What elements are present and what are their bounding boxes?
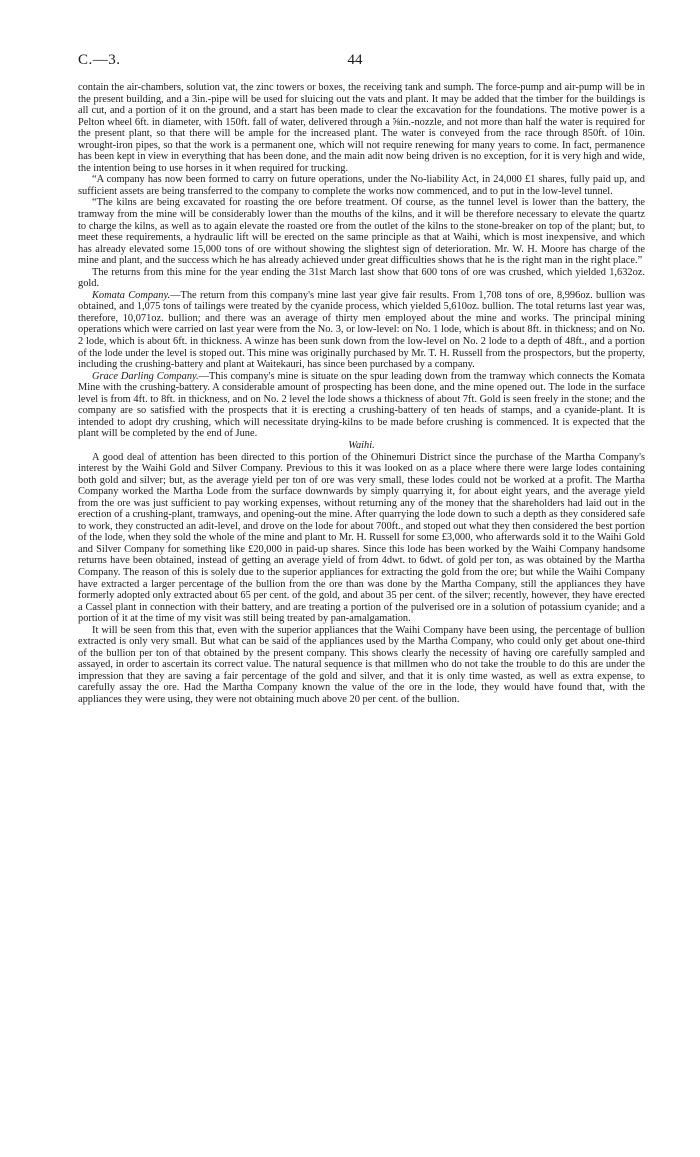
paragraph-text: “The kilns are being excavated for roasting the ore before treatment. Of course, as the tunnel level is lower than the battery, the tramway from the mine will be considerably lower than the mouths of the kilns, and it will be therefore necessary to elevate the quartz to charge the kilns, as well as to again elevate the roasted ore from the outlet of the kilns to the stone-breaker on top of the plant; but, to meet these requirements, a hydraulic lift will be erected on the same principle as that at Waihi, which is most inexpensive, and which has already elevated some 15,000 tons of ore without showing the slightest sign of deterioration. Mr. W. H. Moore has charge of the mine and plant, and the success which he has already achieved under great difficulties shows that he is the right man in the right place.” bbox=[78, 197, 645, 267]
page-header bbox=[78, 52, 632, 72]
paragraph-text: The returns from this mine for the year ending the 31st March last show that 600 tons of ore was crushed, which yielded 1,632oz. gold. bbox=[78, 266, 645, 290]
document-body bbox=[78, 82, 645, 706]
paragraph-lead: Grace Darling Company. bbox=[92, 370, 199, 382]
paragraph-text: It will be seen from this that, even with the superior appliances that the Waihi Company have been using, the percentage of bullion extracted is only very small. But what can be said of the appliances used by the Martha Company, who could only get about one-third of the bullion per ton of that obtained by the present company. This shows clearly the necessity of having ore carefully sampled and assayed, in order to ascertain its correct value. The natural sequence is that millmen who do not take the trouble to do this are under the impression that they are saving a fair percentage of the gold and silver, and that it is only time wasted, as well as extra expense, to carefully assay the ore. Had the Martha Company known the value of the ore in the lode, they would have found that, with the appliances they were using, they were not obtaining much above 20 per cent. of the bullion. bbox=[78, 624, 645, 705]
paragraph-text: —This company's mine is situate on the spur leading down from the tramway which connects the Komata Mine with the crushing-battery. A considerable amount of prospecting has been done, and the mine opened out. The lode in the surface level is from 4ft. to 8ft. in thickness, and on No. 2 level the lode shows a thickness of about 7ft. Gold is seen freely in the stone; and the company are so satisfied with the prospects that it is erecting a crushing-battery of ten heads of stamps, and a cyanide-plant. It is intended to adopt dry crushing, which will necessitate drying-kilns to be made before crushing is commenced. It is expected that the plant will be completed by the end of June. bbox=[78, 370, 645, 440]
paragraph bbox=[78, 197, 645, 266]
paragraph bbox=[78, 267, 645, 290]
page-number: 44 bbox=[347, 52, 363, 68]
document-reference: C.—3. bbox=[78, 52, 121, 68]
paragraph bbox=[78, 82, 645, 174]
paragraph bbox=[78, 452, 645, 625]
paragraph bbox=[78, 174, 645, 197]
paragraph-text: “A company has now been formed to carry on future operations, under the No-liability Act, in 24,000 £1 shares, fully paid up, and sufficient assets are being transferred to the company to complete the works now commenced, and to put in the low-level tunnel. bbox=[78, 174, 645, 197]
section-heading: Waihi. bbox=[348, 439, 375, 451]
paragraph bbox=[78, 371, 645, 440]
paragraph-text: contain the air-chambers, solution vat, the zinc towers or boxes, the receiving tank and sumph. The force-pump and air-pump will be in the present building, and a 3in.-pipe will be used for sluicing out the vats and plant. It may be added that the timber for the buildings is all cut, and a portion of it on the ground, and a start has been made to clear the excavation for the foundations. The motive power is a Pelton wheel 6ft. in diameter, with 150ft. fall of water, delivered through a ⅝in.-nozzle, and not more than half the water is required for the present plant, so that there will be ample for the increased plant. The water is conveyed from the race through 850ft. of 10in. wrought-iron pipes, so that the work is a permanent one, which will not require renewing for many years to come. In fact, permanence has been kept in view in everything that has been done, and the main adit now being driven is no exception, for it is very high and wide, the intention being to use horses in it when required for trucking. bbox=[78, 82, 645, 174]
paragraph-text: A good deal of attention has been directed to this portion of the Ohinemuri District since the purchase of the Martha Company's interest by the Waihi Gold and Silver Company. Previous to this it was looked on as a place where there were large lodes containing both gold and silver; but, as the average yield per ton of ore was very small, these lodes could not be worked at a profit. The Martha Company worked the Martha Lode from the surface downwards by simply quarrying it, for about eight years, and the average yield from the ore was just sufficient to pay working expenses, without returning any of the money that the shareholders had laid out in the erection of a crushing-plant, tramways, and opening-out the mine. After quarrying the lode down to such a depth as they considered safe to work, they constructed an adit-level, and drove on the lode for about 700ft., and stoped out what they then considered the best portion of the lode, when they sold the whole of the mine and plant to Mr. H. Russell for some £3,000, who afterwards sold it to the Waihi Gold and Silver Company for something like £20,000 in paid-up shares. Since this lode has been worked by the Waihi Company handsome returns have been obtained, instead of getting an average yield of from 4dwt. to 6dwt. of gold per ton, as was obtained by the Martha Company. The reason of this is solely due to the superior appliances for extracting the gold from the ore; but while the Waihi Company have extracted a larger percentage of the bullion from the ore than was done by the Martha Company, still the appliances they have formerly adopted only extracted about 65 per cent. of the gold, and about 35 per cent. of the silver; recently, however, they have erected a Cassel plant in connection with their battery, and are treating a portion of the pulverised ore in a solution of potassium cyanide; and a portion of it at the time of my visit was still being treated by pan-amalgamation. bbox=[78, 451, 646, 625]
paragraph bbox=[78, 625, 645, 706]
paragraph-lead: Komata Company. bbox=[92, 289, 171, 301]
paragraph bbox=[78, 290, 645, 371]
paragraph-text: —The return from this company's mine last year give fair results. From 1,708 tons of ore, 8,996oz. bullion was obtained, and 1,075 tons of tailings were treated by the cyanide process, which yielded 5,610oz. bullion. The total returns last year was, therefore, 10,071oz. bullion; and there was an average of thirty men employed about the mine and works. The principal mining operations which were carried on last year were from the No. 3, or low-level: on No. 1 lode, which is about 8ft. in thickness; and on No. 2 lode, which is about 6ft. in thickness. A winze has been sunk down from the low-level on No. 2 lode to a depth of 48ft., and a portion of the lode under the level is stoped out. This mine was originally purchased by Mr. T. H. Russell from the prospectors, but the property, including the crushing-battery and plant at Waitekauri, has since been purchased by a company. bbox=[78, 289, 645, 371]
